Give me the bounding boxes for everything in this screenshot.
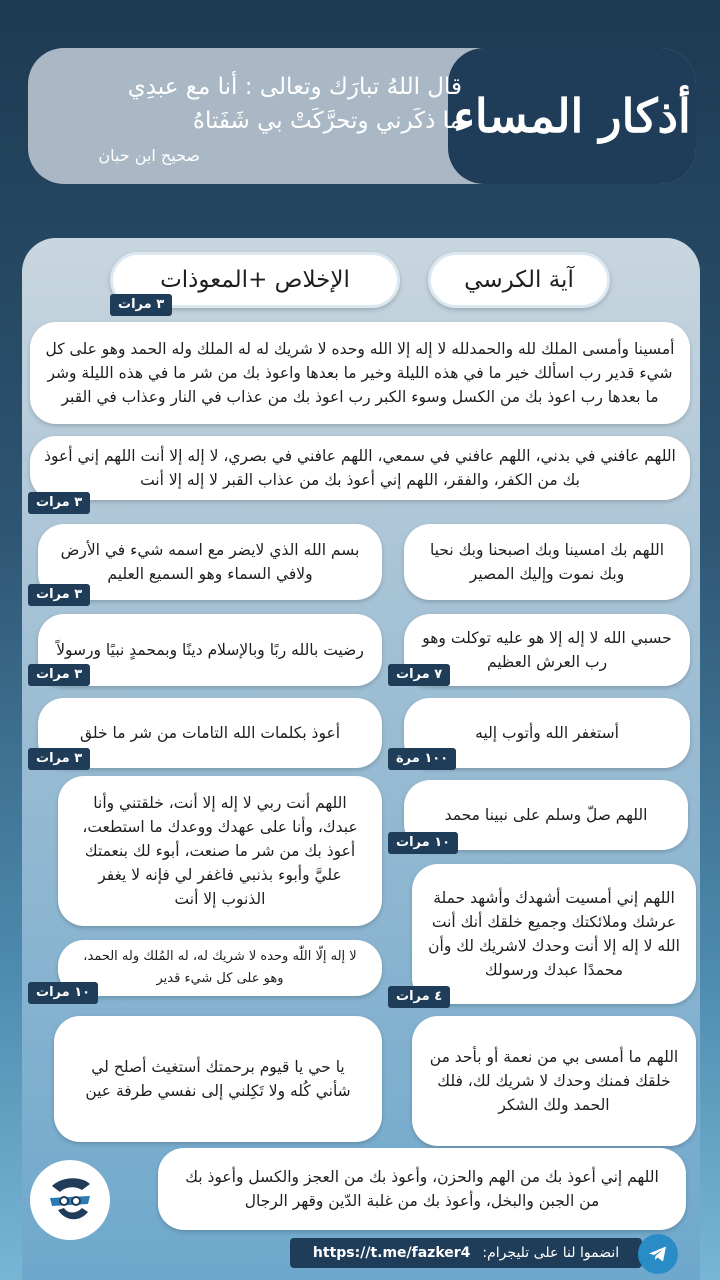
telegram-link-bar[interactable]	[290, 1238, 642, 1268]
dhikr-hamm: اللهم إني أعوذ بك من الهم والحزن، وأعوذ بك من العجز والكسل وأعوذ بك من الجبن والبخل، وأعوذ بك من غلبة الدّين وقهر الرجال	[158, 1148, 686, 1230]
repeat-badge: ٣ مرات	[110, 294, 172, 316]
repeat-badge: ١٠٠ مرة	[388, 748, 456, 770]
quote-line-1: قال اللهُ تبارَك وتعالى : أنا مع عبدِي	[127, 74, 462, 100]
dhikr-ashhaduka: اللهم إني أمسيت أشهدك وأشهد حملة عرشك وملائكتك وجميع خلقك أنك أنت الله لا إله إلا أنت وحدك لاشريك لك وأن محمدًا عبدك ورسولك	[412, 864, 696, 1004]
title-badge	[448, 48, 696, 184]
dhikr-hasbi: حسبي الله لا إله إلا هو عليه توكلت وهو رب العرش العظيم	[404, 614, 690, 686]
brand-logo-icon	[38, 1168, 102, 1232]
telegram-icon[interactable]	[638, 1234, 678, 1274]
repeat-badge: ٣ مرات	[28, 492, 90, 514]
telegram-plane-icon	[646, 1242, 670, 1266]
dhikr-raditu: رضيت بالله ربًا وبالإسلام دينًا وبمحمدٍ نبيًا ورسولاً	[38, 614, 382, 686]
dhikr-nimah: اللهم ما أمسى بي من نعمة أو بأحد من خلقك فمنك وحدك لا شريك لك، فلك الحمد ولك الشكر	[412, 1016, 696, 1146]
repeat-badge: ٣ مرات	[28, 664, 90, 686]
ayat-alkursi-button[interactable]: آية الكرسي	[428, 252, 610, 308]
repeat-badge: ٧ مرات	[388, 664, 450, 686]
page-title: أذكار المساء	[453, 89, 691, 143]
quote-line-2: ما ذكَرني وتحرَّكَتْ بي شَفَتاهُ	[192, 108, 462, 134]
dhikr-bismillah: بسم الله الذي لايضر مع اسمه شيء في الأرض ولافي السماء وهو السميع العليم	[38, 524, 382, 600]
brand-logo	[30, 1160, 110, 1240]
dhikr-aoodhu: أعوذ بكلمات الله التامات من شر ما خلق	[38, 698, 382, 768]
repeat-badge: ٣ مرات	[28, 584, 90, 606]
dhikr-ya-hayy: يا حي يا قيوم برحمتك أستغيث أصلح لي شأني كُله ولا تَكِلني إلى نفسي طرفة عين	[54, 1016, 382, 1142]
dhikr-astaghfir: أستغفر الله وأتوب إليه	[404, 698, 690, 768]
dhikr-amsayna: أمسينا وأمسى الملك لله والحمدلله لا إله إلا الله وحده لا شريك له له الملك وله الحمد وهو على كل شيء قدير رب اسألك خير ما في هذه الليلة وخير ما بعدها واعوذ بك من شر ما في هذه الليلة وشر ما بعدها رب اعوذ بك من الكسل وسوء الكبر رب اعوذ بك من عذاب في النار وعذاب في القبر	[30, 322, 690, 424]
ikhlas-muawwidhat-button[interactable]: الإخلاص +المعوذات	[110, 252, 400, 308]
dhikr-salli: اللهم صلّ وسلم على نبينا محمد	[404, 780, 688, 850]
header-quote	[62, 70, 462, 138]
telegram-url[interactable]: https://t.me/fazker4	[312, 1245, 471, 1261]
dhikr-bika-amsayna: اللهم بك امسينا وبك اصبحنا وبك نحيا وبك نموت وإليك المصير	[404, 524, 690, 600]
repeat-badge: ١٠ مرات	[28, 982, 98, 1004]
dhikr-afini: اللهم عافني في بدني، اللهم عافني في سمعي، اللهم عافني في بصري، لا إله إلا أنت اللهم إني أعوذ بك من الكفر، والفقر، اللهم إني أعوذ بك من عذاب القبر لا إله إلا أنت	[30, 436, 690, 500]
telegram-join-text: انضموا لنا على تليجرام:	[482, 1245, 620, 1261]
repeat-badge: ٤ مرات	[388, 986, 450, 1008]
quote-source: صحيح ابن حبان	[98, 146, 200, 165]
repeat-badge: ٣ مرات	[28, 748, 90, 770]
dhikr-sayyid-istighfar: اللهم أنت ربي لا إله إلا أنت، خلقتني وأنا عبدك، وأنا على عهدك ووعدك ما استطعت، أعوذ بك من شر ما صنعت، أبوء لك بنعمتك عليَّ وأبوء بذنبي فاغفر لي فإنه لا يغفر الذنوب إلا أنت	[58, 776, 382, 926]
dhikr-tahlil: لا إله إلّا اللّٰه وحده لا شريك له، له المُلك وله الحمد، وهو على كل شيء قدير	[58, 940, 382, 996]
repeat-badge: ١٠ مرات	[388, 832, 458, 854]
